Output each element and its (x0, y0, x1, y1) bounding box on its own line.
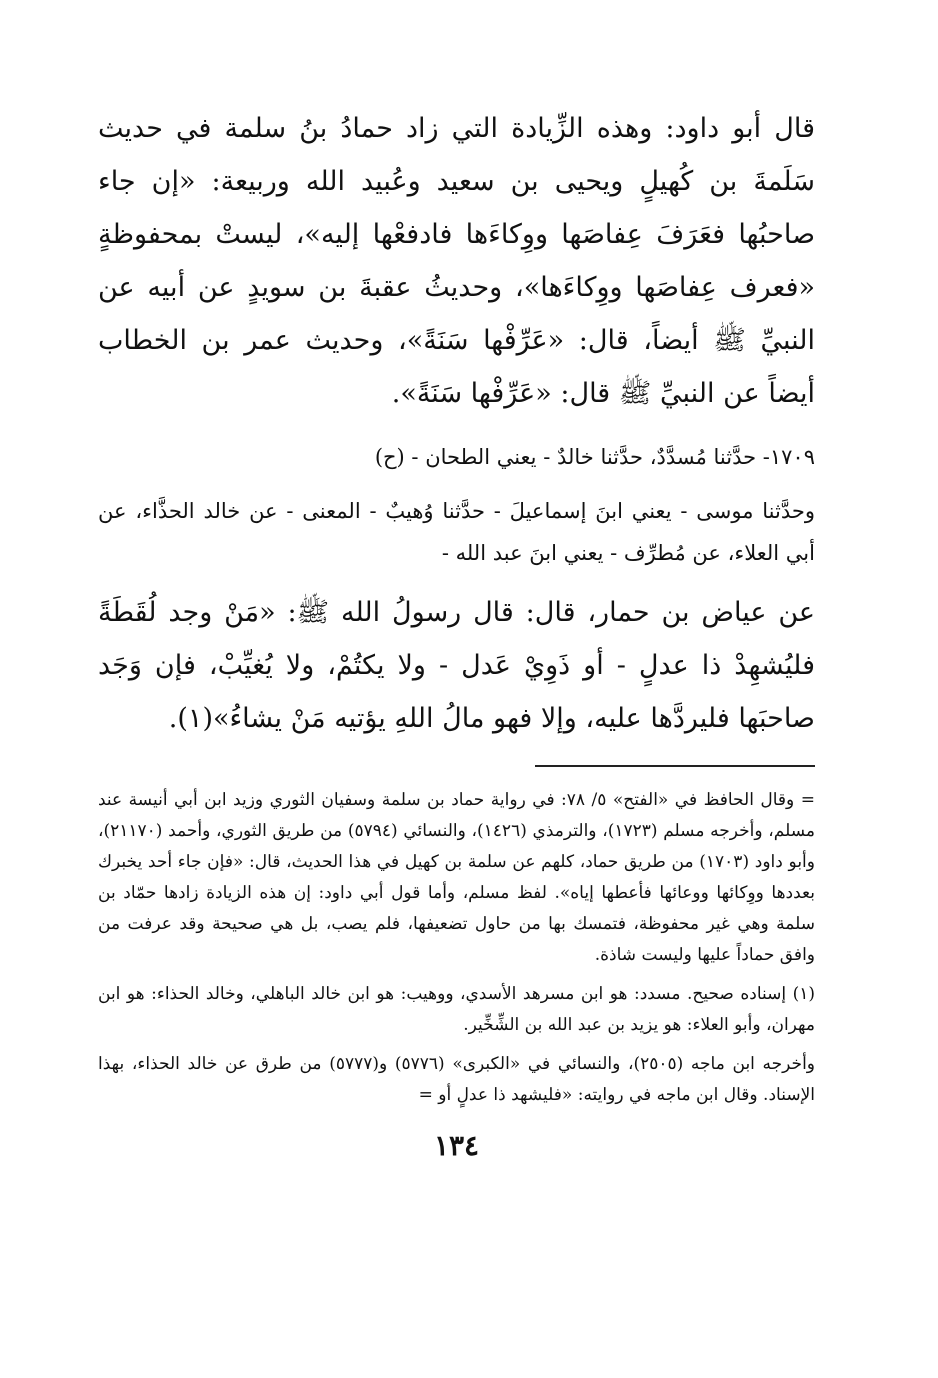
footnote-1-continuation: وأخرجه ابن ماجه (٢٥٠٥)، والنسائي في «الكبرى» (٥٧٧٦) و(٥٧٧٧) من طرق عن خالد الحذاء، بهذا الإسناد. وقال ابن ماجه في روايته: «فليشهد ذا عدلٍ أو = (98, 1054, 815, 1105)
hadith-text-paragraph: عن عياض بن حمار، قال: قال رسولُ الله ﷺ: «مَنْ وجد لُقَطَةً فليُشهِدْ ذا عدلٍ - أو ذَوِيْ عَدل - ولا يكتُمْ، ولا يُغيِّبْ، فإن وَجَد صاحبَها فليردَّها عليه، وإلا فهو مالُ اللهِ يؤتيه مَنْ يشاءُ»(١). (98, 597, 815, 734)
page-number: ١٣٤ (433, 1129, 480, 1162)
isnad-paragraph: وحدَّثنا موسى - يعني ابنَ إسماعيلَ - حدَّثنا وُهيبٌ - المعنى - عن خالد الحذَّاء، عن أبي العلاء، عن مُطرِّف - يعني ابنَ عبد الله - (98, 499, 815, 565)
footnote-continuation: = وقال الحافظ في «الفتح» ٥/ ٧٨: في رواية حماد بن سلمة وسفيان الثوري وزيد ابن أبي أنيسة عند مسلم، وأخرجه مسلم (١٧٢٣)، والترمذي (١٤٢٦)، والنسائي (٥٧٩٤) من طريق الثوري، وأحمد (٢١١٧٠)، وأبو داود (١٧٠٣) من طريق حماد، كلهم عن سلمة بن كهيل في هذا الحديث، قال: «فإن جاء أحد يخبرك بعددها ووِكائها ووعائها فأعطها إياه». لفظ مسلم، وأما قول أبي داود: إن هذه الزيادة زادها حمّاد بن سلمة وهي غير محفوظة، فتمسك بها من حاول تضعيفها، فلم يصب، بل هي صحيحة وقد عرفت من وافق حماداً عليها وليست شاذة. (98, 790, 816, 965)
hadith-number-paragraph: ١٧٠٩- حدَّثنا مُسدَّدٌ، حدَّثنا خالدٌ - يعني الطحان - (ح) (374, 445, 815, 469)
footnote-separator (535, 765, 815, 767)
body-paragraph: قال أبو داود: وهذه الزِّيادة التي زاد حمادُ بنُ سلمة في حديث سَلَمةَ بن كُهيلٍ ويحيى بن سعيد وعُبيد الله وربيعة: «إن جاء صاحبُها فعَرَفَ عِفاصَها ووِكاءَها فادفعْها إليه»، ليستْ بمحفوظةٍ «فعرف عِفاصَها ووِكاءَها»، وحديثُ عقبةَ بن سويدٍ عن أبيه عن النبيِّ ﷺ أيضاً، قال: «عَرِّفْها سَنَةً»، وحديث عمر بن الخطاب أيضاً عن النبيِّ ﷺ قال: «عَرِّفْها سَنَةً». (98, 113, 815, 409)
book-page (98, 100, 815, 1162)
footnote-1: (١) إسناده صحيح. مسدد: هو ابن مسرهد الأسدي، ووهيب: هو ابن خالد الباهلي، وخالد الحذاء: هو ابن مهران، وأبو العلاء: هو يزيد بن عبد الله بن الشِّخِّير. (98, 984, 815, 1035)
